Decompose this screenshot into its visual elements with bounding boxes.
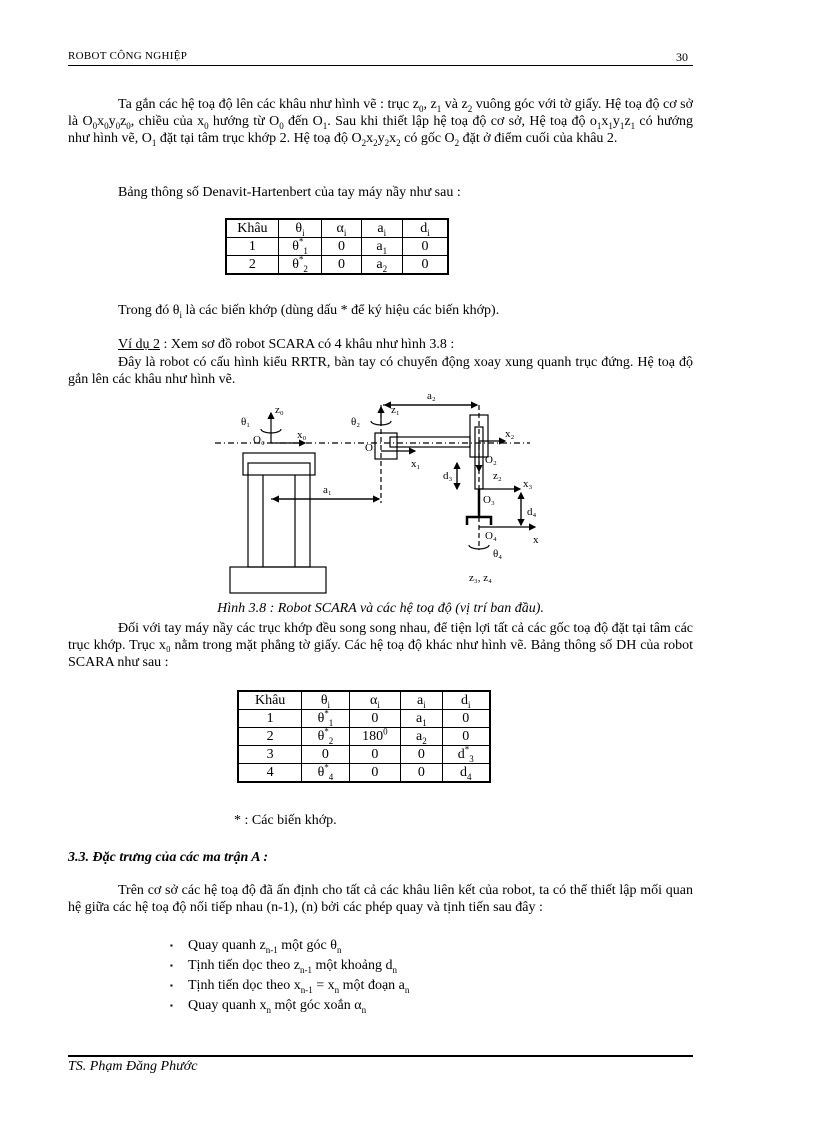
label-x: x [533, 534, 539, 546]
section-heading: 3.3. Đặc trưng của các ma trận A : [68, 850, 268, 865]
table-cell: $\theta^*_1$ [278, 238, 321, 256]
table-header-row [226, 219, 448, 238]
table-row [238, 764, 490, 783]
table-header-cell: $a_i$ [361, 219, 402, 238]
header-rule [68, 65, 693, 66]
table-cell: 2 [226, 256, 278, 275]
table-cell: 0 [349, 764, 401, 783]
table-cell: $a_1$ [361, 238, 402, 256]
table-row [238, 710, 490, 728]
robot-column [248, 463, 310, 567]
table-cell: $\theta^*_2$ [302, 728, 349, 746]
label-O4: O₄ [485, 530, 497, 542]
table-cell: 0 [402, 238, 448, 256]
label-O2: O₂ [485, 454, 497, 466]
label-theta2: θ₂ [351, 416, 361, 428]
transform-steps-list [170, 936, 409, 1016]
joint-variable-note: Trong đó $\theta_i$ là các biến khớp (dùng dấu * để ký hiệu các biến khớp). [118, 303, 500, 320]
column-top [243, 453, 315, 475]
scara-robot-figure [205, 385, 565, 600]
table-row [226, 256, 448, 275]
page-number: 30 [676, 50, 688, 64]
header-title: ROBOT CÔNG NGHIỆP [68, 50, 188, 62]
label-O0: O₀ [253, 434, 265, 446]
table-header-cell: $d_i$ [442, 691, 490, 710]
link-2 [390, 437, 470, 447]
label-theta4: θ₄ [493, 548, 503, 560]
paragraph-after-figure: Đối với tay máy nầy các trục khớp đều song song nhau, để tiện lợi tất cả các gốc toạ độ đặt tại tâm các trục khớp. Trục x₀ nằm trong mặt phẳng tờ giấy. Các hệ toạ độ khác như hình vẽ. Bảng thông số DH của robot SCARA như sau : [68, 621, 693, 670]
table-cell: 0 [322, 256, 361, 275]
table-cell: 0 [401, 746, 442, 764]
table-header-cell: Khâu [238, 691, 302, 710]
list-item: ▪ Tịnh tiến dọc theo $z_{n-1}$ một khoảng $d_n$ [170, 956, 409, 976]
table-cell: 0 [442, 728, 490, 746]
table-cell: $\theta^*_2$ [278, 256, 321, 275]
list-item: ▪ Tịnh tiến dọc theo $x_{n-1} = x_n$ một đoạn $a_n$ [170, 976, 409, 996]
table-cell: 0 [442, 710, 490, 728]
table-cell: $d^*_3$ [442, 746, 490, 764]
table-cell: 0 [402, 256, 448, 275]
label-O1: O₁ [365, 442, 377, 454]
dh-table-2 [237, 690, 491, 783]
table-header-cell: Khâu [226, 219, 278, 238]
list-item: ▪ Quay quanh $z_{n-1}$ một góc $\theta_n$ [170, 936, 409, 956]
label-x1: x₁ [411, 458, 421, 470]
label-x2: x₂ [505, 428, 515, 440]
table-cell: 0 [349, 710, 401, 728]
table-row [238, 746, 490, 764]
intro-paragraph: Ta gắn các hệ toạ độ lên các khâu như hình vẽ : trục $z_0$, $z_1$ và $z_2$ vuông góc với tờ giấy. Hệ toạ độ cơ sở là $O_0x_0y_0z_0$, chiều của $x_0$ hướng từ $O_0$ đến $O_1$. Sau khi thiết lập hệ toạ độ cơ sở, Hệ toạ độ $o_1x_1y_1z_1$ có hướng như hình vẽ, $O_1$ đặt tại tâm trục khớp 2. Hệ toạ độ $O_2x_2y_2x_2$ có gốc $O_2$ đặt ở điểm cuối của khâu 2. [68, 97, 693, 148]
label-a1: a₁ [323, 484, 332, 496]
table-cell: 0 [302, 746, 349, 764]
table-cell: $a_2$ [401, 728, 442, 746]
label-d4: d₄ [527, 506, 537, 518]
example-2-title: Ví dụ 2 : Xem sơ đồ robot SCARA có 4 khâu như hình 3.8 : [118, 337, 455, 352]
table-header-cell: $\theta_i$ [278, 219, 321, 238]
label-theta1: θ₁ [241, 416, 251, 428]
table-cell: 2 [238, 728, 302, 746]
table-row [238, 728, 490, 746]
label-x0: x₀ [297, 429, 307, 441]
table-header-cell: $\alpha_i$ [322, 219, 361, 238]
table-cell: $a_2$ [361, 256, 402, 275]
label-z0: z₀ [275, 404, 284, 416]
label-z1: z₁ [391, 404, 400, 416]
label-a2: a₂ [427, 390, 436, 402]
dh-table-1 [225, 218, 449, 275]
table-header-cell: $a_i$ [401, 691, 442, 710]
table-row [226, 238, 448, 256]
table-cell: 3 [238, 746, 302, 764]
label-z2: z₂ [493, 470, 502, 482]
table-cell: $a_1$ [401, 710, 442, 728]
label-d3: d₃ [443, 470, 453, 482]
table-cell: 1 [238, 710, 302, 728]
table-cell: 4 [238, 764, 302, 783]
example-2-description: Đây là robot có cấu hình kiểu RRTR, bàn tay có chuyển động xoay xung quanh trục đứng. Hệ toạ độ gắn lên các khâu như hình vẽ. [68, 355, 693, 387]
table-cell: 1 [226, 238, 278, 256]
footer-rule [68, 1055, 693, 1057]
table-cell: $d_4$ [442, 764, 490, 783]
table-header-row [238, 691, 490, 710]
table-cell: 0 [349, 746, 401, 764]
label-x3: x₃ [523, 478, 533, 490]
footer-author: TS. Phạm Đăng Phước [68, 1059, 198, 1074]
table-cell: $180^0$ [349, 728, 401, 746]
dh-intro: Bảng thông số Denavit-Hartenbert của tay máy nầy như sau : [118, 185, 461, 200]
table-cell: $\theta^*_1$ [302, 710, 349, 728]
table-cell: 0 [322, 238, 361, 256]
list-item: ▪ Quay quanh $x_n$ một góc xoắn $\alpha_n$ [170, 996, 409, 1016]
table-cell: 0 [401, 764, 442, 783]
table-header-cell: $d_i$ [402, 219, 448, 238]
footnote-joint-variables: * : Các biến khớp. [234, 813, 337, 828]
robot-base [230, 567, 326, 593]
label-O3: O₃ [483, 494, 495, 506]
section-paragraph: Trên cơ sở các hệ toạ độ đã ấn định cho tất cả các khâu liên kết của robot, ta có thể thiết lập mối quan hệ giữa các hệ toạ độ nối tiếp nhau (n-1), (n) bởi các phép quay và tịnh tiến sau đây : [68, 883, 693, 915]
figure-caption: Hình 3.8 : Robot SCARA và các hệ toạ độ (vị trí ban đầu). [217, 601, 544, 616]
table-header-cell: $\alpha_i$ [349, 691, 401, 710]
table-header-cell: $\theta_i$ [302, 691, 349, 710]
label-z3-z4: z₃, z₄ [469, 572, 492, 584]
table-cell: $\theta^*_4$ [302, 764, 349, 783]
